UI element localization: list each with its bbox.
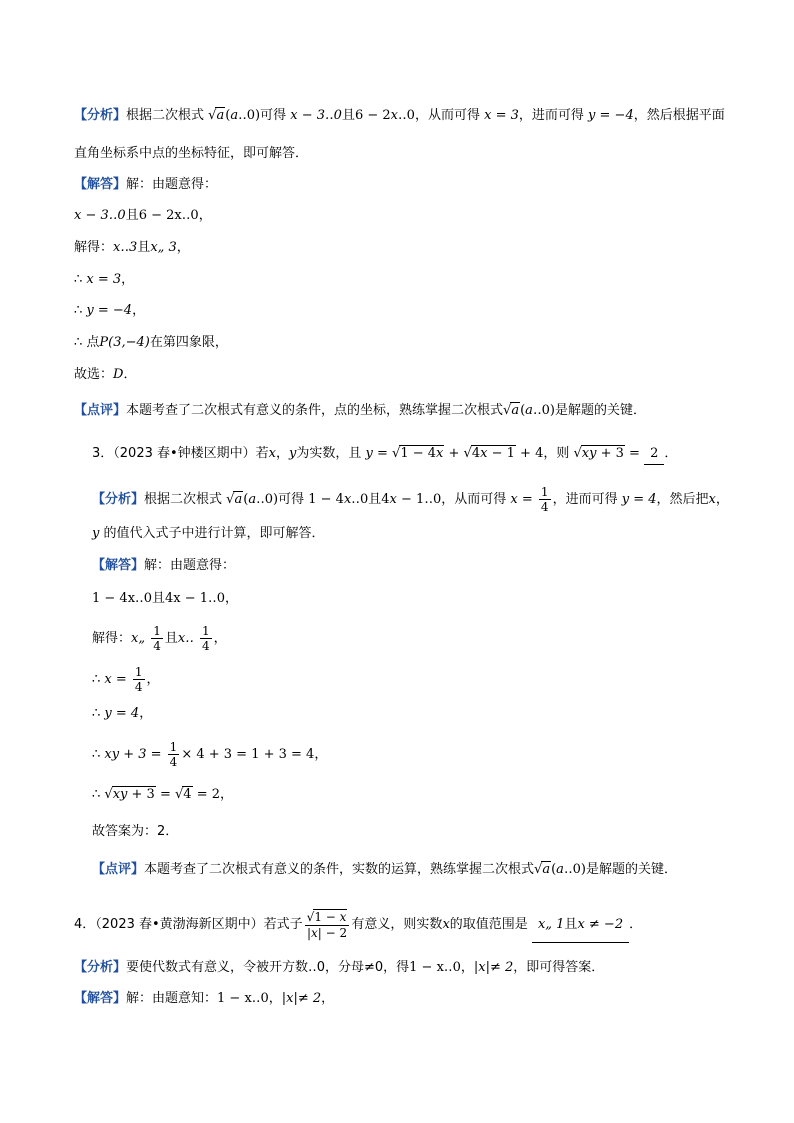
q3-stem: 3．（2023 春•钟楼区期中）若x，y为实数，且 y = √1 − 4x + √4x − 1 + 4，则 √xy + 3 = 2 ．	[92, 444, 677, 465]
q4-fraction: $\frac{√1 - x}{|x| - 2}$	[305, 909, 350, 940]
q2-analysis-line2: 直角坐标系中点的坐标特征，即可解答．	[74, 146, 309, 161]
q4-analysis: 【分析】要使代数式有意义，令被开方数‥0，分母≠0，得1 − x‥0，|x|≠ 2，即可得答案．	[74, 960, 605, 975]
q3-step6: ∴ √xy + 3 = √4 = 2，	[92, 787, 234, 802]
q3-step4: ∴ y = 4，	[92, 706, 153, 721]
q3-answer-blank: 2	[644, 444, 664, 465]
q3-comment: 【点评】本题考查了二次根式有意义的条件，实数的运算，熟练掌握二次根式√a(a‥0)是解题的关键．	[92, 862, 677, 877]
q3-step2: 解得：x„ $\frac{1}{4}$ 且x‥ $\frac{1}{4}$ ，	[92, 624, 227, 653]
q2-analysis-line1: 【分析】根据二次根式 √a(a‥0)可得 x − 3‥0且6 − 2x‥0，从而可得 x = 3，进而可得 y = −4，然后根据平面	[74, 108, 725, 123]
q2-solution-head: 【解答】解：由题意得：	[74, 177, 218, 192]
analysis-tag: 【分析】	[74, 108, 127, 123]
radical-condition: √a(a‥0)	[208, 108, 261, 123]
q4-solution: 【解答】解：由题意知：1 − x‥0，|x|≠ 2，	[74, 991, 335, 1006]
q2-step3: ∴ x = 3，	[74, 272, 135, 287]
q2-comment: 【点评】本题考查了二次根式有意义的条件，点的坐标，熟练掌握二次根式√a(a‥0)是解题的关键．	[74, 403, 646, 418]
q3-final: 故答案为：2．	[92, 824, 179, 839]
q3-analysis-line2: y 的值代入式子中进行计算，即可解答．	[92, 526, 325, 541]
q3-step5: ∴ xy + 3 = $\frac{1}{4}$ × 4 + 3 = 1 + 3 = 4，	[92, 740, 328, 769]
q3-solution-head: 【解答】解：由题意得：	[92, 558, 236, 573]
q2-step5: ∴ 点P(3,−4)在第四象限，	[74, 335, 228, 350]
q3-step3: ∴ x = $\frac{1}{4}$ ，	[92, 665, 160, 694]
q4-stem: 4．（2023 春•黄渤海新区期中）若式子 $\frac{√1 - x}{|x| - 2}$ 有意义，则实数x的取值范围是 x„ 1且x ≠ −2 ．	[74, 908, 642, 943]
q3-equation: y = √1 − 4x + √4x − 1 + 4	[365, 446, 544, 461]
q4-answer-blank: x„ 1且x ≠ −2	[532, 908, 629, 943]
q2-step2: 解得：x‥3且x„ 3，	[74, 240, 190, 255]
q2-step1: x − 3‥0且6 − 2x‥0，	[74, 208, 212, 223]
q3-analysis-line1: 【分析】根据二次根式 √a(a‥0)可得 1 − 4x‥0且4x − 1‥0，从而可得 x = $\frac{1}{4}$ ，进而可得 y = 4，然后把x，	[92, 485, 729, 514]
q2-step4: ∴ y = −4，	[74, 303, 146, 318]
q2-choice: 故选：D．	[74, 367, 137, 382]
q3-step1: 1 − 4x‥0且4x − 1‥0，	[92, 591, 238, 606]
